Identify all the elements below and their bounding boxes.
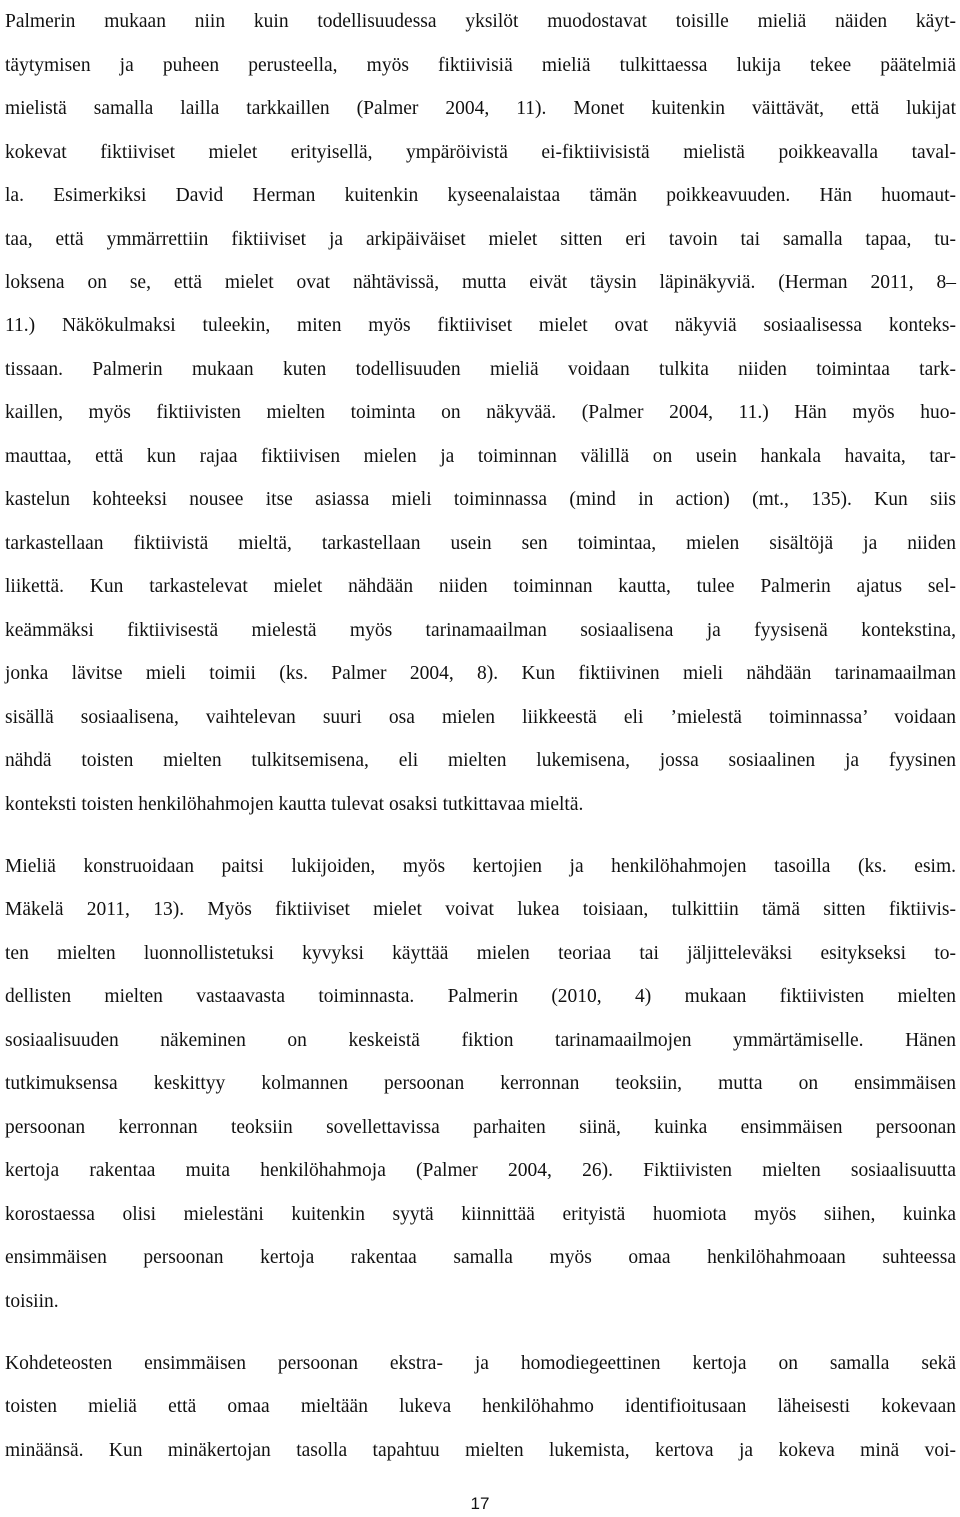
text-line: Kohdeteosten ensimmäisen persoonan ekstra- ja homodiegeettinen kertoja on samalla sekä: [5, 1353, 956, 1374]
text-line: tutkimuksensa keskittyy kolmannen persoonan kerronnan teoksiin, mutta on ensimmäisen: [5, 1073, 956, 1094]
text-line: toisten mieliä että omaa mieltään lukeva henkilöhahmo identifioitusaan läheisesti kokevaan: [5, 1396, 956, 1417]
text-line: liikettä. Kun tarkastelevat mielet nähdään niiden toiminnan kautta, tulee Palmerin ajatus sel-: [5, 576, 956, 597]
text-line: jonka lävitse mieli toimii (ks. Palmer 2004, 8). Kun fiktiivinen mieli nähdään tarinamaailman: [5, 663, 956, 684]
text-line: mielistä samalla lailla tarkkaillen (Palmer 2004, 11). Monet kuitenkin väittävät, että lukijat: [5, 98, 956, 119]
text-line: ensimmäisen persoonan kertoja rakentaa samalla myös omaa henkilöhahmoaan suhteessa: [5, 1247, 956, 1268]
text-line: keämmäksi fiktiivisestä mielestä myös tarinamaailman sosiaalisena ja fyysisenä kontekstina,: [5, 620, 956, 641]
text-line: tarkastellaan fiktiivistä mieltä, tarkastellaan usein sen toimintaa, mielen sisältöjä ja niiden: [5, 533, 956, 554]
text-line: sosiaalisuuden näkeminen on keskeistä fiktion tarinamaailmojen ymmärtämiselle. Hänen: [5, 1030, 956, 1051]
text-line: kastelun kohteeksi nousee itse asiassa mieli toiminnassa (mind in action) (mt., 135). Kun siis: [5, 489, 956, 510]
page-number: 17: [470, 1494, 490, 1513]
text-line: kaillen, myös fiktiivisten mielten toiminta on näkyvää. (Palmer 2004, 11.) Hän myös huo-: [5, 402, 956, 423]
text-line: nähdä toisten mielten tulkitsemisena, eli mielten lukemisena, jossa sosiaalinen ja fyysinen: [5, 750, 956, 771]
text-line: loksena on se, että mielet ovat nähtävissä, mutta eivät täysin läpinäkyviä. (Herman 2011, 8–: [5, 272, 956, 293]
text-line: Mäkelä 2011, 13). Myös fiktiiviset mielet voivat lukea toisiaan, tulkittiin tämä sitten fiktiivis-: [5, 899, 956, 920]
text-line: konteksti toisten henkilöhahmojen kautta tulevat osaksi tutkittavaa mieltä.: [5, 794, 584, 815]
text-line: Mieliä konstruoidaan paitsi lukijoiden, myös kertojien ja henkilöhahmojen tasoilla (ks. esim.: [5, 856, 956, 877]
text-line: mauttaa, että kun rajaa fiktiivisen mielen ja toiminnan välillä on usein hankala havaita, tar-: [5, 446, 956, 467]
text-line: dellisten mielten vastaavasta toiminnasta. Palmerin (2010, 4) mukaan fiktiivisten mielten: [5, 986, 956, 1007]
text-line: täytymisen ja puheen perusteella, myös fiktiivisiä mieliä tulkittaessa lukija tekee päätelmiä: [5, 55, 956, 76]
text-line: taa, että ymmärrettiin fiktiiviset ja arkipäiväiset mielet sitten eri tavoin tai samalla tapaa, tu-: [5, 229, 956, 250]
text-line: la. Esimerkiksi David Herman kuitenkin kyseenalaistaa tämän poikkeavuuden. Hän huomaut-: [5, 185, 956, 206]
text-line: Palmerin mukaan niin kuin todellisuudessa yksilöt muodostavat toisille mieliä näiden käyt-: [5, 11, 956, 32]
text-line: kokevat fiktiiviset mielet erityisellä, ympäröivistä ei-fiktiivisistä mielistä poikkeavalla taval-: [5, 142, 956, 163]
text-line: kertoja rakentaa muita henkilöhahmoja (Palmer 2004, 26). Fiktiivisten mielten sosiaalisuutta: [5, 1160, 956, 1181]
text-line: ten mielten luonnollistetuksi kyvyksi käyttää mielen teoriaa tai jäljitteleväksi esitykseksi to-: [5, 943, 956, 964]
text-line: toisiin.: [5, 1291, 59, 1312]
text-line: korostaessa olisi mielestäni kuitenkin syytä kiinnittää erityistä huomiota myös siihen, kuinka: [5, 1204, 956, 1225]
text-line: tissaan. Palmerin mukaan kuten todellisuuden mieliä voidaan tulkita niiden toimintaa tark-: [5, 359, 956, 380]
text-line: persoonan kerronnan teoksiin sovellettavissa parhaiten siinä, kuinka ensimmäisen persoonan: [5, 1117, 956, 1138]
text-line: 11.) Näkökulmaksi tuleekin, miten myös fiktiiviset mielet ovat näkyviä sosiaalisessa konteks-: [5, 315, 956, 336]
text-line: sisällä sosiaalisena, vaihtelevan suuri osa mielen liikkeestä eli ’mielestä toiminnassa’ voidaan: [5, 707, 956, 728]
text-line: minäänsä. Kun minäkertojan tasolla tapahtuu mielten lukemista, kertova ja kokeva minä voi-: [5, 1440, 956, 1461]
